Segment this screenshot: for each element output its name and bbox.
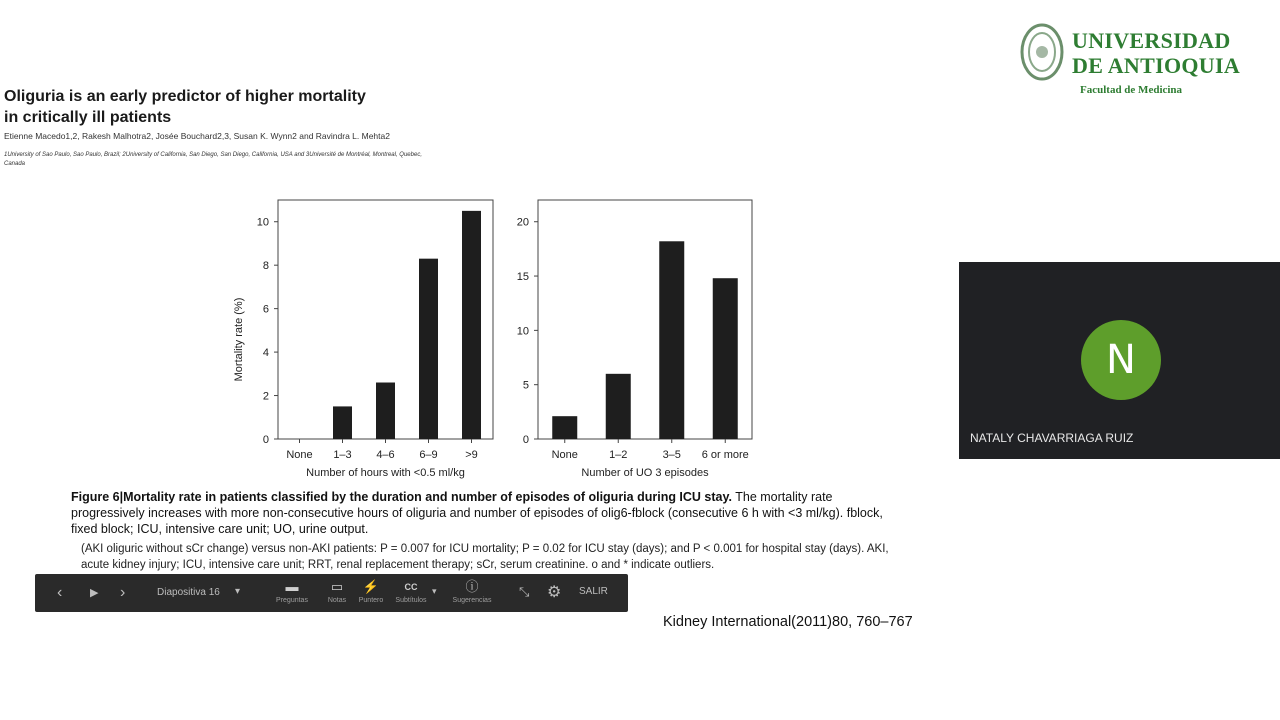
settings-gear-icon[interactable]: ⚙	[547, 584, 562, 601]
y-tick-label: 0	[522, 434, 529, 446]
university-logo	[1018, 22, 1268, 102]
y-tick-label: 10	[516, 325, 529, 338]
play-button[interactable]: ▶	[90, 587, 99, 599]
figure-caption-text: The mortality rate progressively increases with more non-consecutive hours of oliguria and number of episodes of olig6-fblock (consecutive 6 h with <3 ml/kg). fblock, fixed block; ICU, intensive care unit; UO, urine output.	[71, 490, 883, 536]
paper-title: Oliguria is an early predictor of higher mortality in critically ill patients	[4, 88, 366, 126]
info-icon: ⓘ	[465, 579, 479, 594]
bar	[419, 259, 438, 439]
exit-fullscreen-icon[interactable]: ⤡	[519, 584, 530, 599]
y-tick-label: 0	[262, 434, 269, 446]
subtitles-button[interactable]	[391, 580, 431, 605]
y-tick-label: 4	[262, 347, 269, 360]
figure-caption-label: Figure 6|Mortality rate in patients classified by the duration and number of episodes of oliguria during ICU stay.	[71, 490, 732, 504]
slide-selector[interactable]: Diapositiva 16	[157, 587, 220, 598]
paper-authors: Etienne Macedo1,2, Rakesh Malhotra2, Josée Bouchard2,3, Susan K. Wynn2 and Ravindra L. Mehta2	[4, 131, 390, 141]
notes-label: Notas	[327, 597, 347, 604]
university-seal-icon	[1018, 22, 1066, 84]
pointer-button[interactable]	[355, 580, 387, 605]
participant-video-tile	[959, 262, 1280, 459]
previous-slide-button[interactable]: ‹	[57, 584, 63, 601]
mortality-charts	[220, 190, 780, 485]
x-tick-label: None	[286, 449, 313, 461]
participant-avatar: N	[1081, 320, 1161, 400]
participant-name: NATALY CHAVARRIAGA RUIZ	[970, 431, 1134, 445]
figure-caption-note: (AKI oliguric without sCr change) versus non-AKI patients: P = 0.007 for ICU mortality; P = 0.02 for ICU stay (days); and P < 0.001 for hospital stay (days). AKI, acute kidney injury; ICU, intensive care unit; RRT, renal replacement therapy; sCr, serum creatinine. o and * indicate outliers.	[81, 543, 889, 571]
paper-affiliations: 1University of Sao Paulo, Sao Paulo, Brazil; 2University of California, San Diego, San Diego, California, USA and 3Université de Montréal, Montreal, Quebec, Canada	[4, 152, 422, 167]
x-tick-label: None	[551, 449, 578, 461]
x-axis-label: Number of UO 3 episodes	[581, 467, 709, 479]
subtitles-label: Subtítulos	[395, 597, 427, 604]
x-tick-label: 3–5	[662, 449, 681, 461]
suggestions-button[interactable]	[449, 580, 495, 605]
suggestions-label: Sugerencias	[452, 597, 492, 604]
y-tick-label: 15	[516, 271, 529, 284]
next-slide-button[interactable]: ›	[120, 584, 126, 601]
pointer-label: Puntero	[358, 597, 384, 604]
y-tick-label: 20	[516, 216, 529, 229]
y-tick-label: 5	[522, 379, 529, 392]
chart-uo-episodes	[517, 200, 752, 479]
x-tick-label: 6–9	[419, 449, 438, 461]
x-tick-label: >9	[465, 449, 478, 461]
logo-line-3: Facultad de Medicina	[1080, 84, 1183, 96]
bar	[659, 241, 684, 439]
y-tick-label: 10	[256, 216, 269, 229]
y-tick-label: 2	[262, 390, 269, 403]
presentation-toolbar	[35, 574, 628, 612]
bar	[713, 278, 738, 439]
bar	[552, 416, 577, 439]
y-axis-label: Mortality rate (%)	[233, 297, 245, 382]
figure-caption	[71, 489, 901, 537]
slide-dropdown-icon[interactable]: ▾	[235, 586, 241, 597]
citation: Kidney International(2011)80, 760–767	[663, 614, 913, 630]
logo-line-2: DE ANTIOQUIA	[1072, 53, 1241, 78]
exit-button[interactable]: SALIR	[579, 586, 608, 597]
logo-line-1: UNIVERSIDAD	[1072, 28, 1231, 53]
y-tick-label: 6	[262, 303, 269, 316]
subtitles-icon: CC	[404, 582, 418, 592]
chart-hours-oliguria	[233, 200, 493, 479]
x-tick-label: 1–2	[609, 449, 628, 461]
y-tick-label: 8	[262, 260, 269, 273]
x-tick-label: 6 or more	[701, 449, 749, 461]
bar	[462, 211, 481, 439]
notes-button[interactable]	[323, 580, 351, 605]
questions-icon: ▬	[285, 579, 299, 594]
notes-icon: ▭	[330, 579, 344, 594]
x-axis-label: Number of hours with <0.5 ml/kg	[306, 467, 465, 479]
bar	[376, 383, 395, 439]
bar	[606, 374, 631, 439]
bar	[333, 406, 352, 439]
questions-button[interactable]	[269, 580, 315, 605]
x-tick-label: 4–6	[376, 449, 395, 461]
x-tick-label: 1–3	[333, 449, 352, 461]
questions-label: Preguntas	[276, 597, 308, 604]
subtitles-dropdown-icon[interactable]: ▾	[432, 586, 437, 596]
pointer-icon: ⚡	[362, 579, 380, 594]
